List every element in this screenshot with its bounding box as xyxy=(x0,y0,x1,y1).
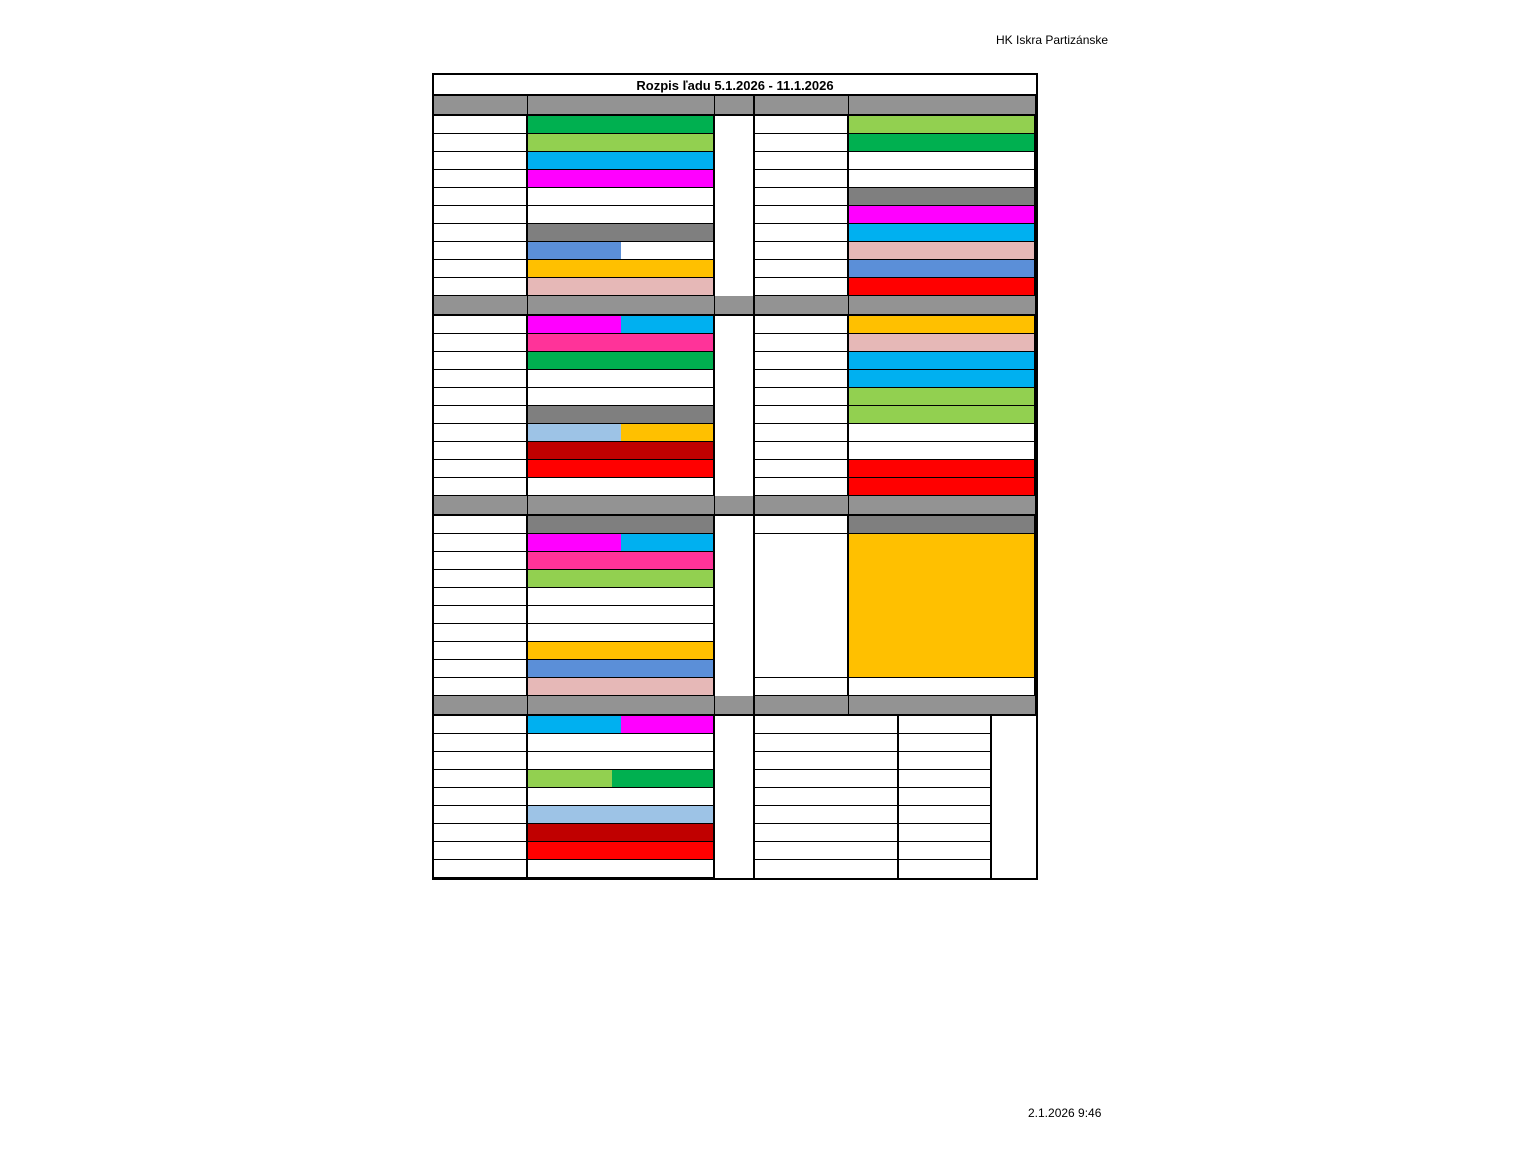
left-row-time xyxy=(434,806,528,824)
left-row-activity xyxy=(528,316,621,333)
left-row-slot xyxy=(528,734,715,752)
right-row-slot xyxy=(849,278,1036,296)
left-row-activity xyxy=(528,716,621,733)
sunday-first-time xyxy=(755,516,849,534)
left-row-time xyxy=(434,224,528,242)
left-row-slot xyxy=(528,116,715,134)
left-row-time xyxy=(434,752,528,770)
left-row-activity xyxy=(528,242,621,259)
left-row-time xyxy=(434,734,528,752)
notes-cell xyxy=(755,788,899,806)
right-row-time xyxy=(755,460,849,478)
left-row-activity xyxy=(621,242,713,259)
notes-cell xyxy=(899,842,992,860)
right-row-activity xyxy=(849,134,1034,151)
left-row-time xyxy=(434,842,528,860)
right-row-slot xyxy=(849,316,1036,334)
left-day-name xyxy=(434,496,528,516)
left-row-slot xyxy=(528,188,715,206)
left-row-slot xyxy=(528,552,715,570)
right-row-time xyxy=(755,370,849,388)
left-row-slot xyxy=(528,570,715,588)
left-row-slot xyxy=(528,860,715,878)
right-row-activity xyxy=(849,406,1034,423)
sunday-tournament-time xyxy=(755,534,849,678)
right-row-activity xyxy=(849,352,1034,369)
left-row-activity xyxy=(528,660,713,677)
left-row-activity xyxy=(528,678,713,695)
left-row-activity xyxy=(528,806,713,823)
notes-cell xyxy=(899,752,992,770)
notes-cell xyxy=(755,734,899,752)
right-day-name xyxy=(755,496,849,516)
left-row-activity xyxy=(528,642,713,659)
left-row-time xyxy=(434,170,528,188)
gap-column xyxy=(715,516,755,696)
notes-cell xyxy=(899,860,992,878)
left-row-slot xyxy=(528,534,715,552)
left-row-slot xyxy=(528,624,715,642)
left-day-date xyxy=(528,96,715,116)
left-row-slot xyxy=(528,588,715,606)
left-row-activity xyxy=(528,170,713,187)
notes-cell xyxy=(755,842,899,860)
left-row-activity xyxy=(528,552,713,569)
schedule-title: Rozpis ľadu 5.1.2026 - 11.1.2026 xyxy=(434,75,1036,96)
right-day-name xyxy=(755,96,849,116)
gap-header xyxy=(715,96,755,116)
notes-cell xyxy=(755,824,899,842)
left-row-slot xyxy=(528,278,715,296)
left-row-time xyxy=(434,460,528,478)
left-row-slot xyxy=(528,824,715,842)
left-row-slot xyxy=(528,260,715,278)
right-row-slot xyxy=(849,170,1036,188)
right-row-activity xyxy=(849,116,1034,133)
left-row-slot xyxy=(528,770,715,788)
left-row-slot xyxy=(528,224,715,242)
right-row-slot xyxy=(849,442,1036,460)
notes-cell xyxy=(755,806,899,824)
left-row-slot xyxy=(528,370,715,388)
left-row-activity xyxy=(621,534,713,551)
notes-cell xyxy=(899,806,992,824)
left-row-activity xyxy=(528,570,713,587)
right-row-slot xyxy=(849,460,1036,478)
right-row-slot xyxy=(849,260,1036,278)
right-row-time xyxy=(755,188,849,206)
right-row-time xyxy=(755,242,849,260)
left-row-activity xyxy=(528,334,713,351)
left-row-slot xyxy=(528,424,715,442)
right-row-slot xyxy=(849,478,1036,496)
right-row-slot xyxy=(849,406,1036,424)
right-row-slot xyxy=(849,188,1036,206)
right-row-activity xyxy=(849,334,1034,351)
right-row-time xyxy=(755,116,849,134)
left-row-slot xyxy=(528,334,715,352)
gap-column xyxy=(715,316,755,496)
notes-cell xyxy=(899,788,992,806)
right-row-time xyxy=(755,352,849,370)
notes-cell xyxy=(755,770,899,788)
right-row-time xyxy=(755,278,849,296)
right-row-time xyxy=(755,424,849,442)
right-row-slot xyxy=(849,134,1036,152)
right-row-time xyxy=(755,206,849,224)
right-row-slot xyxy=(849,334,1036,352)
left-row-time xyxy=(434,188,528,206)
left-row-activity xyxy=(621,716,713,733)
left-row-time xyxy=(434,152,528,170)
left-row-activity xyxy=(528,516,713,533)
left-row-activity xyxy=(528,788,713,805)
right-row-slot xyxy=(849,388,1036,406)
notes-cell xyxy=(899,770,992,788)
left-row-slot xyxy=(528,806,715,824)
left-row-time xyxy=(434,570,528,588)
gap-header xyxy=(715,296,755,316)
right-row-time xyxy=(755,152,849,170)
sunday-empty-slot xyxy=(849,678,1036,696)
page-header: HK Iskra Partizánske xyxy=(996,33,1109,47)
gap-column xyxy=(715,116,755,296)
right-row-slot xyxy=(849,370,1036,388)
right-row-time xyxy=(755,406,849,424)
right-row-slot xyxy=(849,152,1036,170)
left-row-time xyxy=(434,770,528,788)
notes-cell xyxy=(755,752,899,770)
left-row-slot xyxy=(528,442,715,460)
right-row-slot xyxy=(849,206,1036,224)
left-row-time xyxy=(434,642,528,660)
right-row-time xyxy=(755,334,849,352)
left-row-time xyxy=(434,242,528,260)
left-row-slot xyxy=(528,716,715,734)
left-row-slot xyxy=(528,642,715,660)
left-row-slot xyxy=(528,516,715,534)
gap-header xyxy=(715,696,755,716)
left-row-activity xyxy=(528,224,713,241)
right-row-activity xyxy=(849,370,1034,387)
left-row-slot xyxy=(528,406,715,424)
left-row-time xyxy=(434,824,528,842)
right-row-slot xyxy=(849,116,1036,134)
left-row-time xyxy=(434,442,528,460)
right-row-time xyxy=(755,134,849,152)
left-row-time xyxy=(434,134,528,152)
left-row-slot xyxy=(528,170,715,188)
left-day-name xyxy=(434,296,528,316)
gap-header xyxy=(715,496,755,516)
left-row-time xyxy=(434,406,528,424)
left-row-slot xyxy=(528,242,715,260)
sunday-first-activity xyxy=(849,516,1036,534)
left-day-name xyxy=(434,696,528,716)
left-row-time xyxy=(434,788,528,806)
right-row-activity xyxy=(849,278,1034,295)
right-row-slot xyxy=(849,224,1036,242)
left-row-time xyxy=(434,206,528,224)
right-row-activity xyxy=(849,478,1034,495)
left-day-date xyxy=(528,696,715,716)
gap-column xyxy=(715,716,755,878)
right-row-time xyxy=(755,260,849,278)
notes-cell xyxy=(755,860,899,878)
left-row-activity xyxy=(528,770,612,787)
left-row-activity xyxy=(528,352,713,369)
right-day-date xyxy=(849,96,1036,116)
left-row-slot xyxy=(528,134,715,152)
right-day-date xyxy=(849,496,1036,516)
notes-cell xyxy=(899,824,992,842)
left-row-activity xyxy=(528,278,713,295)
left-row-time xyxy=(434,260,528,278)
right-row-time xyxy=(755,170,849,188)
left-row-activity xyxy=(528,460,713,477)
right-row-time xyxy=(755,442,849,460)
left-row-time xyxy=(434,352,528,370)
left-row-slot xyxy=(528,842,715,860)
left-row-time xyxy=(434,606,528,624)
notes-cell xyxy=(899,716,992,734)
left-row-time xyxy=(434,588,528,606)
left-row-slot xyxy=(528,352,715,370)
right-row-activity xyxy=(849,224,1034,241)
right-row-activity xyxy=(849,188,1034,205)
left-row-time xyxy=(434,116,528,134)
left-row-activity xyxy=(621,424,713,441)
left-day-date xyxy=(528,296,715,316)
sunday-empty-time xyxy=(755,678,849,696)
notes-label xyxy=(755,696,849,716)
right-day-date xyxy=(849,296,1036,316)
left-row-slot xyxy=(528,152,715,170)
left-row-time xyxy=(434,516,528,534)
left-row-time xyxy=(434,478,528,496)
left-day-name xyxy=(434,96,528,116)
left-row-slot xyxy=(528,206,715,224)
left-row-activity xyxy=(528,534,621,551)
left-row-activity xyxy=(528,842,713,859)
left-row-time xyxy=(434,678,528,696)
left-row-slot xyxy=(528,388,715,406)
left-row-activity xyxy=(528,406,713,423)
left-row-activity xyxy=(528,424,621,441)
left-row-slot xyxy=(528,316,715,334)
left-row-time xyxy=(434,624,528,642)
left-row-time xyxy=(434,316,528,334)
left-row-slot xyxy=(528,460,715,478)
left-row-activity xyxy=(528,442,713,459)
left-row-time xyxy=(434,860,528,878)
right-row-time xyxy=(755,388,849,406)
right-row-activity xyxy=(849,388,1034,405)
schedule-sheet xyxy=(432,73,1038,880)
left-row-time xyxy=(434,334,528,352)
left-row-activity xyxy=(528,260,713,277)
right-row-time xyxy=(755,478,849,496)
left-row-time xyxy=(434,388,528,406)
left-row-activity xyxy=(528,116,713,133)
left-row-slot xyxy=(528,678,715,696)
sunday-tournament xyxy=(849,534,1036,678)
left-row-time xyxy=(434,534,528,552)
right-row-activity xyxy=(849,460,1034,477)
left-row-slot xyxy=(528,752,715,770)
right-row-activity xyxy=(849,206,1034,223)
left-row-activity xyxy=(528,134,713,151)
right-row-time xyxy=(755,224,849,242)
left-row-time xyxy=(434,660,528,678)
right-row-activity xyxy=(849,260,1034,277)
left-row-activity xyxy=(621,316,713,333)
left-row-slot xyxy=(528,478,715,496)
notes-cell xyxy=(755,716,899,734)
left-row-slot xyxy=(528,660,715,678)
right-day-name xyxy=(755,296,849,316)
page-footer: 2.1.2026 9:46 xyxy=(1028,1106,1102,1120)
left-row-activity xyxy=(528,152,713,169)
left-row-slot xyxy=(528,606,715,624)
left-day-date xyxy=(528,496,715,516)
notes-header-fill xyxy=(849,696,1036,716)
left-row-slot xyxy=(528,788,715,806)
right-row-slot xyxy=(849,424,1036,442)
left-row-activity xyxy=(612,770,713,787)
right-row-slot xyxy=(849,352,1036,370)
right-row-activity xyxy=(849,242,1034,259)
right-row-time xyxy=(755,316,849,334)
left-row-time xyxy=(434,370,528,388)
left-row-time xyxy=(434,716,528,734)
right-row-activity xyxy=(849,316,1034,333)
left-row-time xyxy=(434,278,528,296)
notes-cell xyxy=(899,734,992,752)
right-row-slot xyxy=(849,242,1036,260)
left-row-time xyxy=(434,552,528,570)
left-row-time xyxy=(434,424,528,442)
left-row-activity xyxy=(528,824,713,841)
